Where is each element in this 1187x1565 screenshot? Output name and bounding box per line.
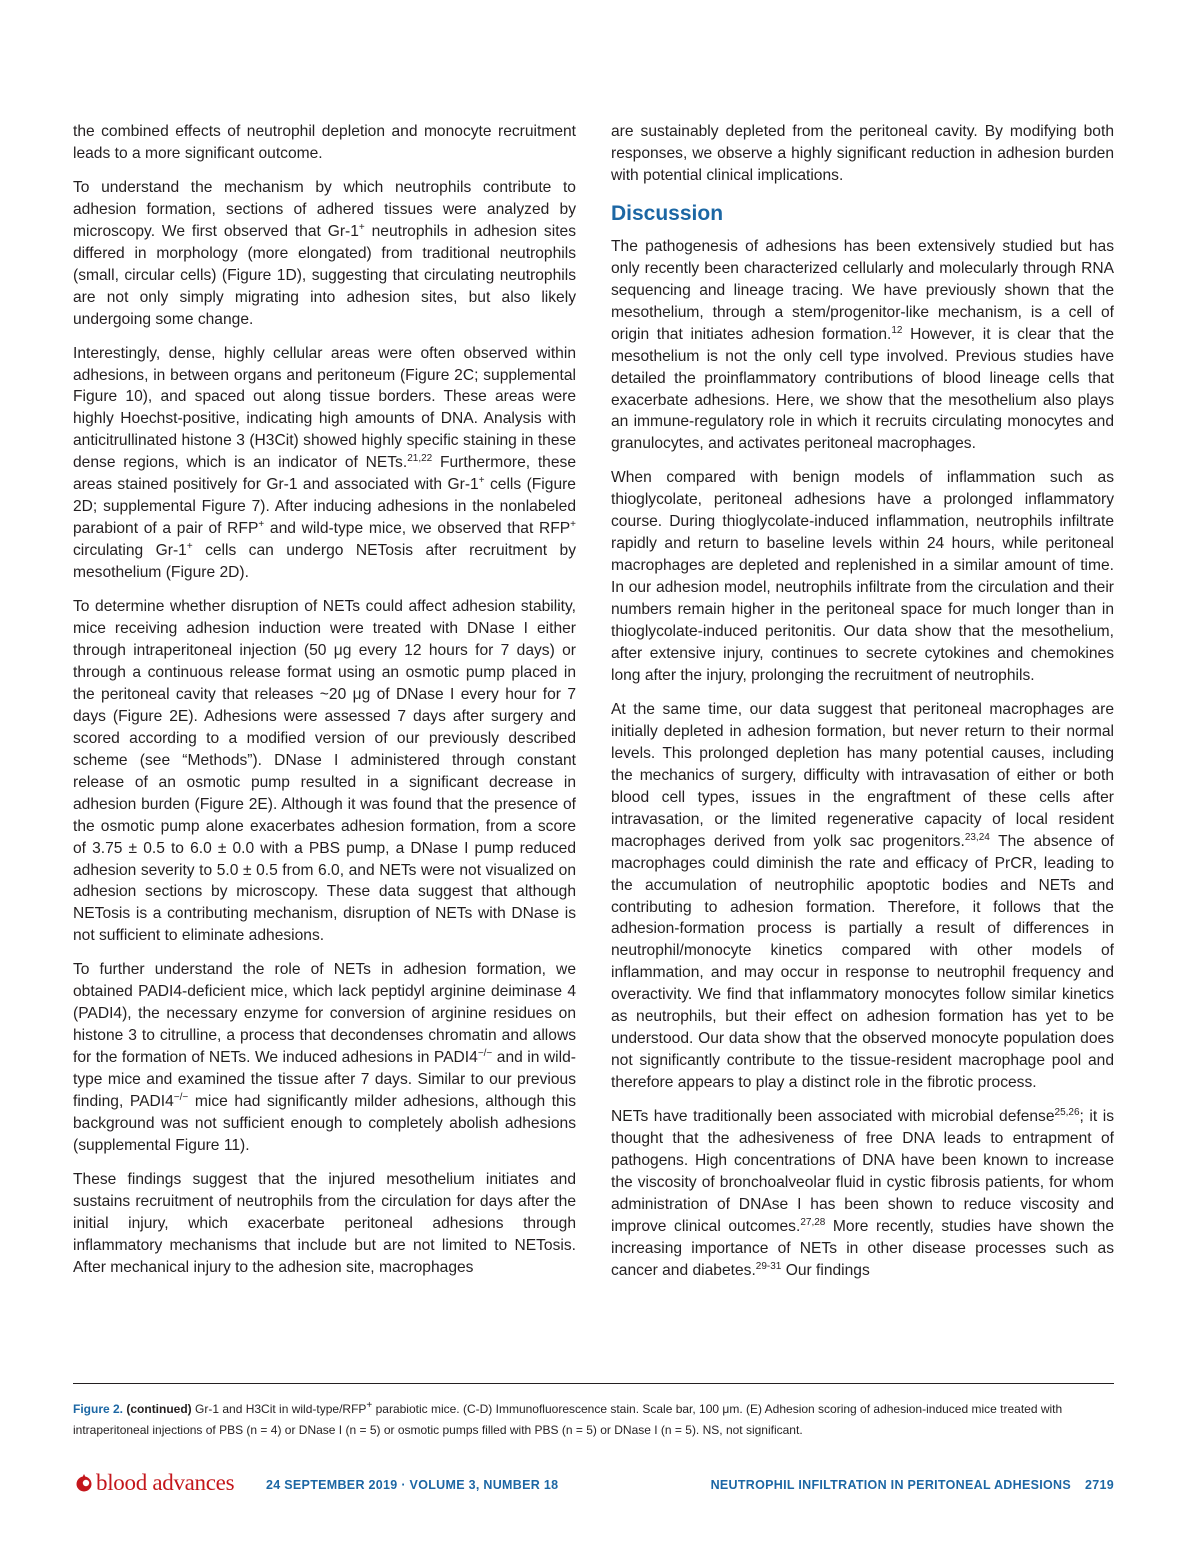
superscript: +	[358, 221, 365, 233]
right-intro-paragraph: are sustainably depleted from the peritoneal cavity. By modifying both responses, we observe a highly significant reduction in adhesion burden with potential clinical implications.	[611, 123, 1114, 184]
blood-drop-icon	[73, 1472, 95, 1494]
page-footer	[73, 1466, 1114, 1500]
superscript: 27,28	[800, 1216, 826, 1228]
right-column	[611, 121, 1114, 1294]
running-title: NEUTROPHIL INFILTRATION IN PERITONEAL ADHESIONS	[710, 1478, 1071, 1492]
superscript: 23,24	[964, 831, 990, 843]
body-paragraph: NETs have traditionally been associated with microbial defense$^{25,26}$; it is thought that the adhesiveness of free DNA leads to entrapment of pathogens. High concentrations of DNA have been known to increase the viscosity of bronchoalveolar fluid in cystic fibrosis patients, for whom administration of DNAse I has been shown to reduce viscosity and improve clinical outcomes.$^{27,28}$ More recently, studies have shown the increasing importance of NETs in other disease processes such as cancer and diabetes.$^{29-31}$ Our findings	[611, 1106, 1114, 1279]
superscript: 12	[891, 324, 903, 336]
superscript: 29-31	[755, 1260, 782, 1272]
caption-label: Figure 2.	[73, 1402, 124, 1416]
left-column	[73, 121, 576, 1291]
body-paragraph: To understand the mechanism by which neutrophils contribute to adhesion formation, sections of adhered tissues were analyzed by microscopy. We first observed that Gr-1+ neutrophils in adhesion sites differed in morphology (more elongated) from traditional neutrophils (small, circular cells) (Figure 1D), suggesting that circulating neutrophils are not only simply migrating into adhesion sites, but also likely undergoing some change.	[73, 178, 576, 328]
discussion-body	[611, 236, 1114, 1282]
body-paragraph: the combined effects of neutrophil depletion and monocyte recruitment leads to a more significant outcome.	[73, 123, 576, 162]
body-paragraph: The pathogenesis of adhesions has been extensively studied but has only recently been characterized cellularly and molecularly through RNA sequencing and lineage tracing. We have previously shown that the mesothelium, through a stem/progenitor-like mechanism, is a cell of origin that initiates adhesion formation.$^{12}$ However, it is clear that the mesothelium is not the only cell type involved. Previous studies have detailed the proinflammatory contributions of blood lineage cells that exacerbate adhesions. Here, we show that the mesothelium also plays an immune-regulatory role in which it recruits circulating monocytes and granulocytes, and activates peritoneal macrophages.	[611, 237, 1115, 453]
superscript: −/−	[477, 1047, 493, 1059]
body-paragraph: At the same time, our data suggest that peritoneal macrophages are initially depleted in adhesion formation, but never return to their normal levels. This prolonged depletion has many potential causes, including the mechanics of surgery, difficulty with intravasation of either or both blood cell types, issues in the engraftment of these cells after intravasation, or the limited regenerative capacity of local resident macrophages derived from yolk sac progenitors.$^{23,24}$ The absence of macrophages could diminish the rate and efficacy of PrCR, leading to the accumulation of neutrophilic apoptotic bodies and NETs and contributing to adhesion formation. Therefore, it follows that the adhesion-formation process is partially a result of differences in neutrophil/monocyte kinetics compared with other models of inflammation, and may occur in response to neutrophil frequency and overactivity. We find that inflammatory monocytes follow similar kinetics as neutrophils, but their effect on adhesion formation has yet to be understood. Our data show that the observed monocyte population does not significantly contribute to the tissue-resident macrophage pool and therefore appears to play a distinct role in the fibrotic process.	[611, 700, 1114, 1092]
superscript: 25,26	[1054, 1106, 1080, 1118]
body-paragraph: To further understand the role of NETs in adhesion formation, we obtained PADI4-deficient mice, which lack peptidyl arginine deiminase 4 (PADI4), the necessary enzyme for conversion of arginine residues on histone 3 to citrulline, a process that decondenses chromatin and allows for the formation of NETs. We induced adhesions in PADI4−/− and in wild-type mice and examined the tissue after 7 days. Similar to our previous finding, PADI4−/− mice had significantly milder adhesions, although this background was not sufficient enough to completely abolish adhesions (supplemental Figure 11).	[73, 961, 576, 1154]
discussion-heading: Discussion	[611, 201, 724, 225]
issue-info: 24 SEPTEMBER 2019 · VOLUME 3, NUMBER 18	[266, 1478, 559, 1492]
journal-logo	[73, 1466, 234, 1500]
running-header	[697, 1478, 1114, 1492]
body-paragraph: These findings suggest that the injured mesothelium initiates and sustains recruitment of neutrophils from the circulation for days after the initial injury, which exacerbate peritoneal adhesions through inflammatory mechanisms that include but are not limited to NETosis. After mechanical injury to the adhesion site, macrophages	[73, 1170, 576, 1276]
superscript: 21,22	[407, 453, 433, 465]
body-paragraph: When compared with benign models of inflammation such as thioglycolate, peritoneal adhesions have a prolonged inflammatory course. During thioglycolate-induced inflammation, neutrophils infiltrate rapidly and return to baseline levels within 24 hours, while peritoneal macrophages are depleted and replenished in a similar amount of time. In our adhesion model, neutrophils infiltrate from the circulation and their numbers remain higher in the peritoneal space for much longer than in thioglycolate-induced peritonitis. Our data show that the mesothelium, after extensive injury, continues to secrete cytokines and chemokines long after the injury, prolonging the recruitment of neutrophils.	[611, 469, 1114, 684]
journal-name: blood advances	[96, 1470, 235, 1495]
page-number: 2719	[1084, 1478, 1114, 1492]
body-paragraph: Interestingly, dense, highly cellular areas were often observed within adhesions, in between organs and peritoneum (Figure 2C; supplemental Figure 10), and spaced out along tissue borders. These areas were highly Hoechst-positive, indicating high amounts of DNA. Analysis with anticitrullinated histone 3 (H3Cit) showed highly specific staining in these dense regions, which is an indicator of NETs.$^{21,22}$ Furthermore, these areas stained positively for Gr-1 and associated with Gr-1+ cells (Figure 2D; supplemental Figure 7). After inducing adhesions in the nonlabeled parabiont of a pair of RFP+ and wild-type mice, we observed that RFP+ circulating Gr-1+ cells can undergo NETosis after recruitment by mesothelium (Figure 2D).	[73, 344, 576, 582]
caption-divider	[73, 1383, 1114, 1384]
caption-continued: (continued)	[126, 1402, 192, 1416]
superscript: +	[258, 519, 265, 531]
caption-text: Gr-1 and H3Cit in wild-type/RFP+ parabiotic mice. (C-D) Immunofluorescence stain. Scale bar, 100 μm. (E) Adhesion scoring of adhesion-induced mice treated with intraperitoneal injections of PBS (n = 4) or DNase I (n = 5) or osmotic pumps filled with PBS (n = 5) or DNase I (n = 5). NS, not significant.	[73, 1400, 1063, 1437]
superscript: +	[186, 540, 193, 552]
figure-caption	[73, 1395, 1114, 1441]
superscript: +	[366, 1400, 373, 1411]
superscript: +	[570, 519, 576, 531]
superscript: +	[478, 475, 485, 487]
body-paragraph: To determine whether disruption of NETs could affect adhesion stability, mice receiving adhesion induction were treated with DNase I either through intraperitoneal injection (50 μg every 12 hours for 7 days) or through a continuous release format using an osmotic pump placed in the peritoneal cavity that releases ~20 μg of DNase I every hour for 7 days (Figure 2E). Adhesions were assessed 7 days after surgery and scored according to a modified version of our previously described scheme (see “Methods”). DNase I administered through constant release of an osmotic pump resulted in a significant decrease in adhesion burden (Figure 2E). Although it was found that the presence of the osmotic pump alone exacerbates adhesion formation, from a score of 3.75 ± 0.5 to 6.0 ± 0.0 with a PBS pump, a DNase I pump reduced adhesion severity to 5.0 ± 0.5 from 6.0, and NETs were not visualized on adhesion sections by microscopy. These data suggest that although NETosis is a contributing mechanism, disruption of NETs with DNase is not sufficient to eliminate adhesions.	[73, 598, 576, 945]
superscript: −/−	[173, 1091, 189, 1103]
